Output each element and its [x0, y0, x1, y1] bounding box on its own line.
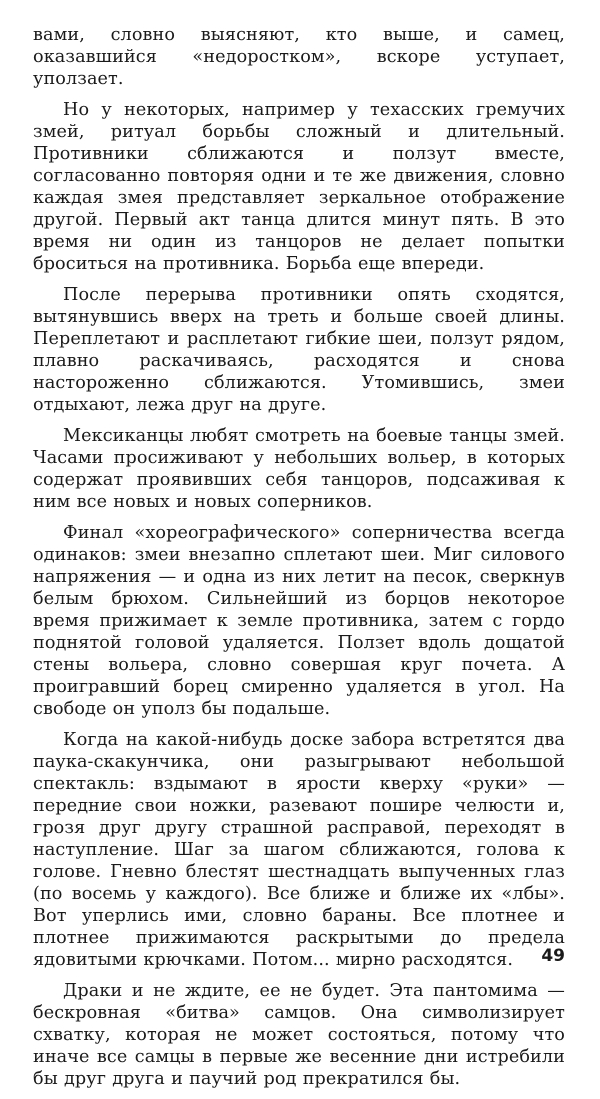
body-text — [33, 24, 565, 1099]
page-number: 49 — [541, 946, 565, 966]
paragraph-5: Финал «хореографического» соперничества всегда одинаков: змеи внезапно сплетают шеи. Миг силового напряжения — и одна из них летит на песок, сверкнув белым брюхом. Сильнейший из борцов некоторое время прижимает к земле противника, затем с гордо поднятой головой удаляется. Ползет вдоль дощатой стены вольера, словно совершая круг почета. А проигравший борец смиренно удаляется в угол. На свободе он уполз бы подальше. — [33, 523, 565, 719]
paragraph-6: Когда на какой-нибудь доске забора встретятся два паука-скакунчика, они разыгрывают небольшой спектакль: вздымают в ярости кверху «руки» — передние свои ножки, разевают пошире челюсти и, грозя друг другу страшной расправой, переходят в наступление. Шаг за шагом сближаются, голова к голове. Гневно блестят шестнадцать выпученных глаз (по восемь у каждого). Все ближе и ближе их «лбы». Вот уперлись ими, словно бараны. Все плотнее и плотнее прижимаются раскрытыми до предела ядовитыми крючками. Потом... мирно расходятся. — [33, 730, 565, 970]
paragraph-2: Но у некоторых, например у техасских гремучих змей, ритуал борьбы сложный и длительный. Противники сближаются и ползут вместе, согласованно повторяя одни и те же движения, словно каждая змея представляет зеркальное отображение другой. Первый акт танца длится минут пять. В это время ни один из танцоров не делает попытки броситься на противника. Борьба еще впереди. — [33, 100, 565, 274]
paragraph-3: После перерыва противники опять сходятся, вытянувшись вверх на треть и больше своей длины. Переплетают и расплетают гибкие шеи, ползут рядом, плавно раскачиваясь, расходятся и снова настороженно сближаются. Утомившись, змеи отдыхают, лежа друг на друге. — [33, 285, 565, 415]
paragraph-4: Мексиканцы любят смотреть на боевые танцы змей. Часами просиживают у небольших вольер, в которых содержат проявивших себя танцоров, подсаживая к ним все новых и новых соперников. — [33, 426, 565, 512]
paragraph-7: Драки и не ждите, ее не будет. Эта пантомима — бескровная «битва» самцов. Она символизирует схватку, которая не может состояться, потому что иначе все самцы в первые же весенние дни истребили бы друг друга и паучий род прекратился бы. — [33, 981, 565, 1089]
paragraph-1: вами, словно выясняют, кто выше, и самец, оказавшийся «недоростком», вскоре уступает, уползает. — [33, 25, 565, 89]
